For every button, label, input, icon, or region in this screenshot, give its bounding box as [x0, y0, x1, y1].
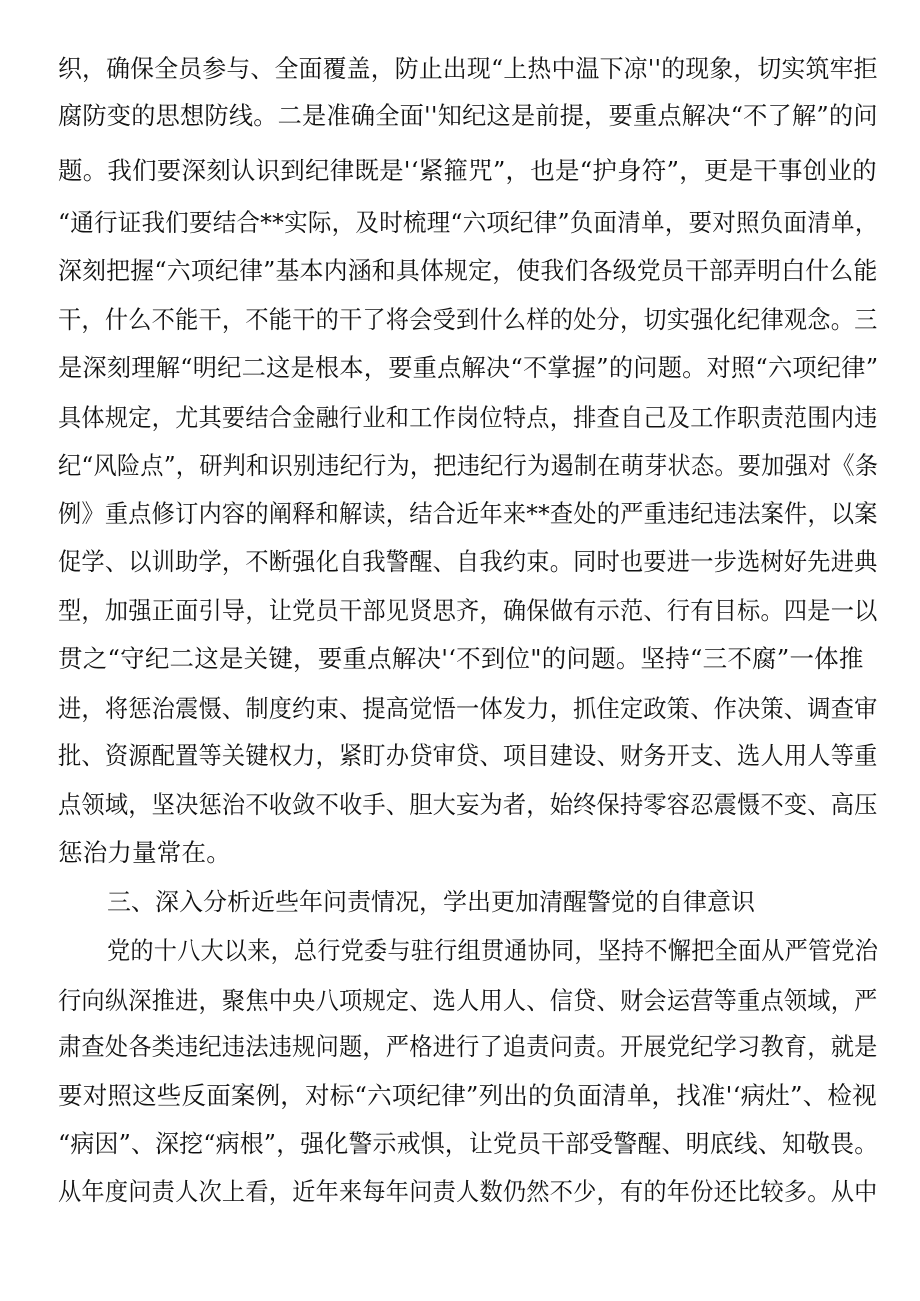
paragraph-line: 型，加强正面引导，让党员干部见贤思齐，确保做有示范、行有目标。四是一以 [58, 596, 878, 625]
paragraph-line: 题。我们要深刻认识到纪律既是'‘紧箍咒”，也是“护身符”，更是干事创业的 [58, 156, 877, 185]
paragraph-line: 纪“风险点”，研判和识别违纪行为，把违纪行为遏制在萌芽状态。要加强对《条 [58, 451, 879, 480]
paragraph-line: 要对照这些反面案例，对标“六项纪律”列出的负面清单，找准'‘病灶”、检视 [58, 1081, 877, 1110]
paragraph-line: 腐防变的思想防线。二是准确全面''知纪这是前提，要重点解决“不了解”的问 [58, 101, 878, 130]
paragraph-line: 例》重点修订内容的阐释和解读，结合近年来**查处的严重违纪违法案件，以案 [58, 499, 878, 528]
paragraph-line: 点领域，坚决惩治不收敛不收手、胆大妄为者，始终保持零容忍震慑不变、高压 [58, 790, 878, 819]
paragraph-line: 肃查处各类违纪违法违规问题，严格进行了追责问责。开展党纪学习教育，就是 [58, 1032, 878, 1061]
section-heading: 三、深入分析近些年问责情况，学出更加清醒警觉的自律意识 [107, 888, 755, 916]
paragraph-line: 行向纵深推进，聚焦中央八项规定、选人用人、信贷、财会运营等重点领域，严 [58, 986, 878, 1015]
paragraph-line: 贯之“守纪二这是关键，要重点解决'‘不到位"的问题。坚持“三不腐”一体推 [58, 644, 864, 673]
paragraph-line: 促学、以训助学，不断强化自我警醒、自我约束。同时也要进一步选树好先进典 [58, 547, 878, 576]
paragraph-line: “病因”、深挖“病根”，强化警示戒惧，让党员干部受警醒、明底线、知敬畏。 [58, 1129, 879, 1158]
paragraph-line: 批、资源配置等关键权力，紧盯办贷审贷、项目建设、财务开支、选人用人等重 [58, 741, 878, 770]
paragraph-line: 织，确保全员参与、全面覆盖，防止出现“上热中温下凉''的现象，切实筑牢拒 [58, 54, 878, 83]
paragraph-line: 干，什么不能干，不能干的干了将会受到什么样的处分，切实强化纪律观念。三 [58, 305, 878, 334]
paragraph-line: 从年度问责人次上看，近年来每年问责人数仍然不少，有的年份还比较多。从中 [58, 1177, 878, 1206]
paragraph-line: 具体规定，尤其要结合金融行业和工作岗位特点，排查自己及工作职责范围内违 [58, 403, 878, 432]
paragraph-line: 惩治力量常在。 [58, 838, 231, 867]
paragraph-line: “通行证我们要结合**实际，及时梳理“六项纪律”负面清单，要对照负面清单， [58, 208, 879, 237]
paragraph-line: 深刻把握“六项纪律”基本内涵和具体规定，使我们各级党员干部弄明白什么能 [58, 256, 878, 285]
paragraph-line: 进，将惩治震慑、制度约束、提高觉悟一体发力，抓住定政策、作决策、调查审 [58, 694, 878, 723]
paragraph-line: 是深刻理解“明纪二这是根本，要重点解决“不掌握”的问题。对照“六项纪律” [58, 353, 879, 382]
paragraph-line: 党的十八大以来，总行党委与驻行组贯通协同，坚持不懈把全面从严管党治 [107, 936, 879, 965]
